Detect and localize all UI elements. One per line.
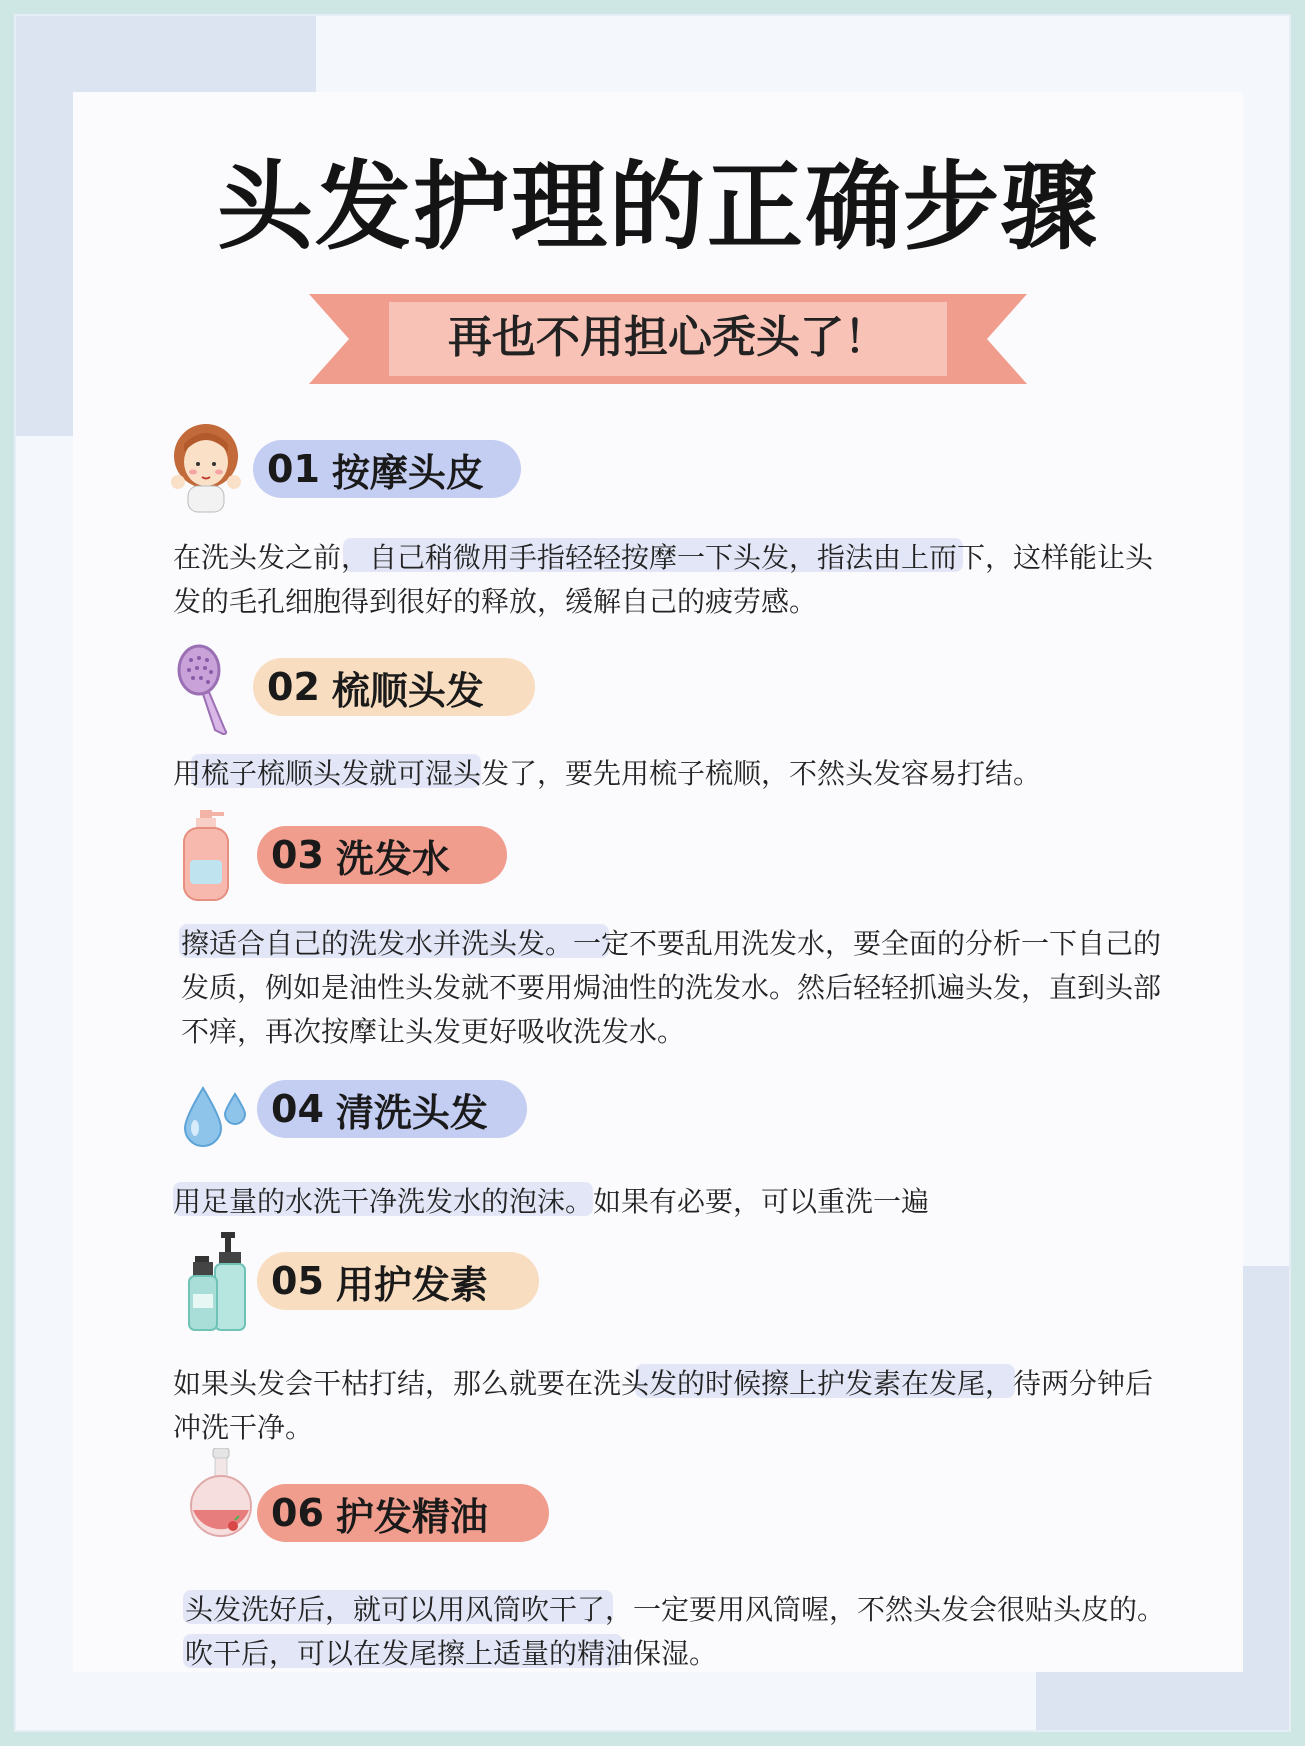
step-label: 用护发素 <box>335 1262 488 1307</box>
oil-flask-icon <box>189 1448 255 1538</box>
page-title: 头发护理的正确步骤 <box>217 150 1099 263</box>
shampoo-bottle-icon <box>178 810 234 902</box>
step-label: 护发精油 <box>335 1494 488 1539</box>
step-04-text: 用足量的水洗干净洗发水的泡沫。如果有必要，可以重洗一遍 <box>173 1185 930 1218</box>
step-05-text: 如果头发会干枯打结，那么就要在洗头发的时候擦上护发素在发尾，待两分钟后冲洗干净。 <box>173 1367 1154 1444</box>
step-number: 05 <box>271 1259 324 1303</box>
step-01-text: 在洗头发之前，自己稍微用手指轻轻按摩一下头发，指法由上而下，这样能让头发的毛孔细胞得到很好的释放，缓解自己的疲劳感。 <box>173 541 1154 618</box>
content-card <box>73 92 1243 1672</box>
step-02-pill <box>253 658 535 716</box>
water-drop-icon <box>181 1082 251 1152</box>
pump-bottles-icon <box>187 1232 249 1332</box>
step-04-pill <box>257 1080 527 1138</box>
subtitle: 再也不用担心秃头了！ <box>448 312 888 363</box>
step-number: 06 <box>271 1491 324 1535</box>
step-03-pill <box>257 826 507 884</box>
step-label: 清洗头发 <box>335 1090 488 1135</box>
step-label: 按摩头皮 <box>331 450 484 495</box>
step-number: 03 <box>271 833 324 877</box>
step-number: 04 <box>271 1087 324 1131</box>
step-number: 02 <box>267 665 320 709</box>
step-01-pill <box>253 440 521 498</box>
girl-massage-icon <box>166 422 246 514</box>
step-number: 01 <box>267 447 320 491</box>
step-06-text: 头发洗好后，就可以用风筒吹干了，一定要用风筒喔，不然头发会很贴头皮的。吹干后，可以在发尾擦上适量的精油保湿。 <box>185 1593 1166 1670</box>
step-03-text: 擦适合自己的洗发水并洗头发。一定不要乱用洗发水，要全面的分析一下自己的发质，例如是油性头发就不要用焗油性的洗发水。然后轻轻抓遍头发，直到头部不痒，再次按摩让头发更好吸收洗发水。 <box>181 927 1162 1048</box>
step-label: 梳顺头发 <box>331 668 484 713</box>
step-06-pill <box>257 1484 549 1542</box>
step-02-text: 用梳子梳顺头发就可湿头发了，要先用梳子梳顺，不然头发容易打结。 <box>173 757 1042 790</box>
step-05-pill <box>257 1252 539 1310</box>
step-label: 洗发水 <box>335 836 450 881</box>
hairbrush-icon <box>173 644 233 736</box>
